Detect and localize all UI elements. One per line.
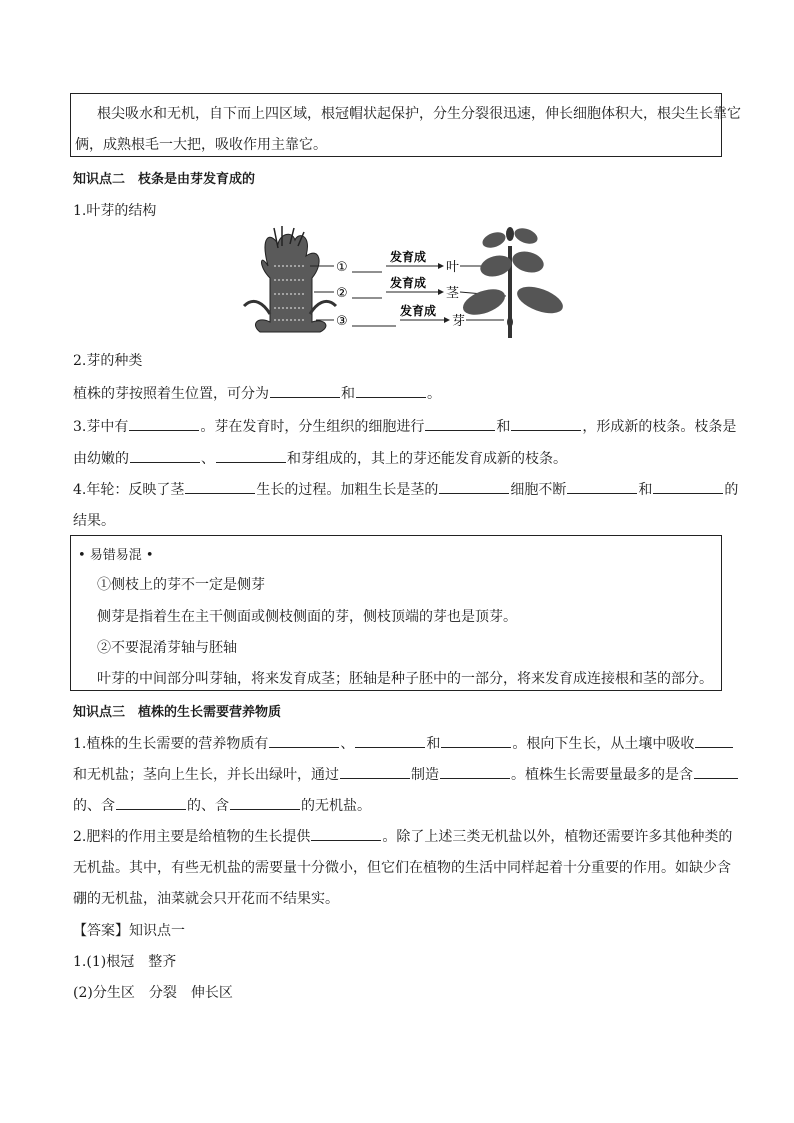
blank[interactable]: [425, 417, 495, 431]
tip-point-2: ②不要混淆芽轴与胚轴: [97, 640, 237, 656]
s3-p2-line3: 硼的无机盐，油菜就会只开花而不结果实。: [73, 891, 339, 907]
blank[interactable]: [116, 796, 186, 810]
item1-title: 1.叶芽的结构: [73, 203, 157, 219]
s3-p1-line2: [73, 764, 739, 784]
item3-d: ，形成新的枝条。枝条是: [582, 419, 737, 435]
blank[interactable]: [230, 796, 300, 810]
answers-heading: 【答案】知识点一: [73, 923, 185, 939]
item2-text-b: 和: [341, 386, 355, 402]
item4-line2: 结果。: [73, 513, 115, 529]
s3-p2-a: 2.肥料的作用主要是给植物的生长提供: [73, 829, 311, 845]
item3-line2-c: 和芽组成的，其上的芽还能发育成新的枝条。: [287, 451, 567, 467]
leaf-bud-diagram: [240, 226, 570, 344]
blank[interactable]: [441, 734, 511, 748]
item4-e: 的: [724, 482, 739, 498]
section3-heading: 知识点三 植株的生长需要营养物质: [73, 705, 282, 720]
s3-p1-line3-a: 的、含: [73, 798, 115, 814]
item3-line2-a: 由幼嫩的: [73, 451, 129, 467]
tips-title: • 易错易混 •: [78, 548, 154, 563]
blank[interactable]: [311, 827, 381, 841]
blank[interactable]: [695, 734, 733, 748]
blank[interactable]: [216, 449, 286, 463]
s3-p1-c: 和: [426, 736, 441, 752]
item4-a: 4.年轮：反映了茎: [73, 482, 185, 498]
blank[interactable]: [340, 765, 410, 779]
blank[interactable]: [355, 734, 425, 748]
tip-point-2-text: 叶芽的中间部分叫芽轴，将来发育成茎；胚轴是种子胚中的一部分，将来发育成连接根和茎的部分。: [97, 671, 713, 687]
s3-p2-line2: 无机盐。其中，有些无机盐的需要量十分微小，但它们在植物的生活中同样起着十分重要的作用。如缺少含: [73, 860, 731, 876]
marker-2: ②: [336, 286, 348, 301]
item4-c: 细胞不断: [510, 482, 567, 498]
tip-point-1-text: 侧芽是指着生在主干侧面或侧枝侧面的芽，侧枝顶端的芽也是顶芽。: [97, 609, 517, 625]
s3-p1-d: 。根向下生长，从土壤中吸收: [512, 736, 695, 752]
marker-3: ③: [336, 314, 348, 329]
target-bud: 芽: [452, 314, 466, 329]
item3-c: 和: [496, 419, 511, 435]
answer-line-2: (2)分生区 分裂 伸长区: [73, 985, 233, 1001]
s3-p1-line2-c: 。植株生长需要量最多的是含: [511, 767, 693, 783]
blank[interactable]: [269, 734, 339, 748]
s3-p1-line3-b: 的、含: [187, 798, 229, 814]
item4-line1: [73, 479, 738, 499]
item3-line2: [73, 448, 567, 468]
s3-p2-b: 。除了上述三类无机盐以外，植物还需要许多其他种类的: [382, 829, 733, 845]
mnemonic-line-1: 根尖吸水和无机，自下而上四区域，根冠帽状起保护，分生分裂很迅速，伸长细胞体积大，根尖生长靠它: [97, 106, 741, 122]
s3-p1-line2-a: 和无机盐；茎向上生长，并长出绿叶，通过: [73, 767, 339, 783]
blank[interactable]: [694, 765, 738, 779]
blank[interactable]: [356, 384, 426, 398]
leaf-bud-drawing: [244, 226, 336, 332]
tip-point-1: ①侧枝上的芽不一定是侧芽: [97, 577, 265, 593]
item4-b: 生长的过程。加粗生长是茎的: [256, 482, 439, 498]
item3-b: 。芽在发育时，分生组织的细胞进行: [200, 419, 425, 435]
s3-p1-b: 、: [340, 736, 355, 752]
blank[interactable]: [130, 449, 200, 463]
item2-text-a: 植株的芽按照着生位置，可分为: [73, 386, 269, 402]
arrow-label-2: 发育成: [390, 276, 427, 290]
item3-a: 3.芽中有: [73, 419, 129, 435]
marker-1: ①: [336, 260, 348, 275]
blank[interactable]: [185, 480, 255, 494]
blank[interactable]: [439, 480, 509, 494]
item2-text-c: 。: [427, 386, 441, 402]
arrow-label-1: 发育成: [390, 250, 427, 264]
item2-text: [73, 383, 441, 403]
arrow-label-3: 发育成: [400, 304, 437, 318]
s3-p1-a: 1.植株的生长需要的营养物质有: [73, 736, 269, 752]
s3-p1-line1: [73, 733, 734, 753]
item3-line2-b: 、: [201, 451, 215, 467]
s3-p1-line2-b: 制造: [411, 767, 439, 783]
blank[interactable]: [440, 765, 510, 779]
mnemonic-line-2: 俩，成熟根毛一大把，吸收作用主靠它。: [75, 137, 327, 153]
shoot-drawing: [460, 226, 567, 338]
s3-p1-line3-c: 的无机盐。: [301, 798, 371, 814]
blank[interactable]: [653, 480, 723, 494]
answer-line-1: 1.(1)根冠 整齐: [73, 954, 177, 970]
blank[interactable]: [511, 417, 581, 431]
item4-d: 和: [638, 482, 653, 498]
s3-p2-line1: [73, 826, 732, 846]
item3-line1: [73, 416, 736, 436]
section2-heading: 知识点二 枝条是由芽发育成的: [73, 172, 256, 187]
s3-p1-line3: [73, 795, 371, 815]
item2-title: 2.芽的种类: [73, 353, 143, 369]
blank[interactable]: [129, 417, 199, 431]
target-stem: 茎: [446, 286, 460, 301]
blank[interactable]: [270, 384, 340, 398]
target-leaf: 叶: [446, 260, 460, 275]
blank[interactable]: [567, 480, 637, 494]
